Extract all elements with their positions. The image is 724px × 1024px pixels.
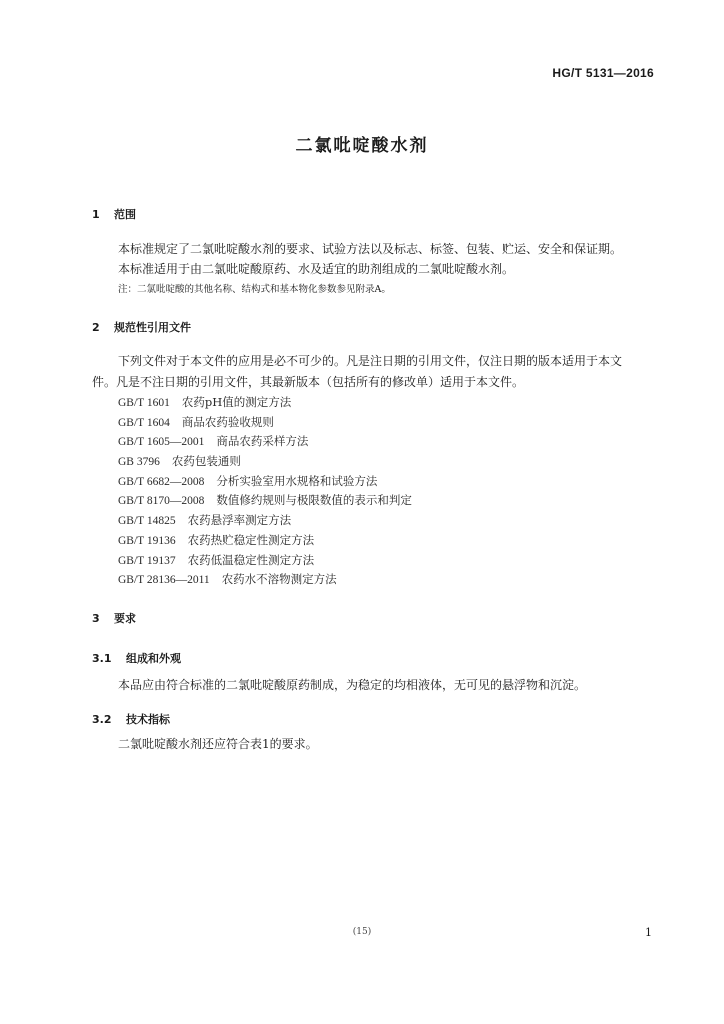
- reference-code: GB/T 1604: [118, 416, 170, 429]
- reference-code: GB/T 19136: [118, 534, 176, 547]
- section-2-heading: [92, 319, 191, 335]
- reference-title: 农药悬浮率测定方法: [187, 513, 292, 528]
- section-1-title: 范围: [114, 208, 136, 221]
- section-3-number: 3: [92, 612, 100, 625]
- reference-item: [118, 452, 412, 472]
- reference-item: [118, 413, 412, 433]
- section-3-1-number: 3.1: [92, 652, 112, 665]
- reference-item: [118, 393, 412, 413]
- section-1-heading: [92, 206, 136, 222]
- reference-item: [118, 432, 412, 452]
- page-number: 1: [645, 926, 652, 939]
- reference-code: GB/T 1605—2001: [118, 436, 205, 449]
- reference-item: [118, 491, 412, 511]
- reference-title: 数值修约规则与极限数值的表示和判定: [216, 493, 412, 508]
- reference-code: GB 3796: [118, 456, 160, 469]
- reference-title: 商品农药验收规则: [181, 414, 274, 429]
- reference-code: GB/T 6682—2008: [118, 475, 205, 488]
- document-title: 二氯吡啶酸水剂: [295, 136, 429, 156]
- reference-title: 农药热贮稳定性测定方法: [187, 532, 315, 547]
- reference-code: GB/T 1601: [118, 397, 170, 409]
- reference-code: GB/T 8170—2008: [118, 495, 205, 508]
- normative-reference-list: [118, 393, 412, 590]
- reference-item: [118, 472, 412, 492]
- footer-sequence-number: (15): [352, 927, 372, 937]
- reference-title: 农药pH值的测定方法: [181, 395, 292, 409]
- reference-title: 农药包装通则: [171, 454, 241, 469]
- section-1-note: 注：二氯吡啶酸的其他名称、结构式和基本物化参数参见附录A。: [118, 284, 391, 295]
- section-3-1-heading: [92, 650, 181, 666]
- reference-title: 商品农药采样方法: [216, 434, 309, 449]
- section-3-2-number: 3.2: [92, 713, 112, 726]
- standard-code: HG/T 5131—2016: [552, 66, 654, 80]
- section-2-intro-line-2: 件。凡是不注日期的引用文件，其最新版本（包括所有的修改单）适用于本文件。: [92, 375, 525, 389]
- section-1-number: 1: [92, 208, 100, 221]
- reference-code: GB/T 19137: [118, 554, 176, 567]
- section-3-2-paragraph: 二氯吡啶酸水剂还应符合表1的要求。: [118, 737, 318, 751]
- section-3-1-paragraph: 本品应由符合标准的二氯吡啶酸原药制成，为稳定的均相液体，无可见的悬浮物和沉淀。: [118, 678, 587, 692]
- reference-item: [118, 511, 412, 531]
- section-3-heading: [92, 610, 136, 626]
- section-3-title: 要求: [114, 612, 136, 625]
- reference-item: [118, 551, 412, 571]
- section-1-paragraph-2: 本标准适用于由二氯吡啶酸原药、水及适宜的助剂组成的二氯吡啶酸水剂。: [118, 262, 515, 276]
- reference-item: [118, 531, 412, 551]
- reference-title: 农药低温稳定性测定方法: [187, 552, 315, 567]
- reference-code: GB/T 14825: [118, 515, 176, 528]
- reference-title: 分析实验室用水规格和试验方法: [216, 473, 378, 488]
- section-2-number: 2: [92, 321, 100, 334]
- reference-title: 农药水不溶物测定方法: [221, 572, 337, 587]
- section-2-title: 规范性引用文件: [114, 321, 191, 334]
- section-3-2-title: 技术指标: [126, 713, 170, 726]
- reference-item: [118, 570, 412, 590]
- reference-code: GB/T 28136—2011: [118, 574, 210, 587]
- section-3-2-heading: [92, 711, 170, 727]
- section-1-paragraph-1: 本标准规定了二氯吡啶酸水剂的要求、试验方法以及标志、标签、包装、贮运、安全和保证期。: [118, 242, 623, 256]
- section-2-intro-line-1: 下列文件对于本文件的应用是必不可少的。凡是注日期的引用文件，仅注日期的版本适用于本文: [118, 354, 623, 368]
- section-3-1-title: 组成和外观: [126, 652, 181, 665]
